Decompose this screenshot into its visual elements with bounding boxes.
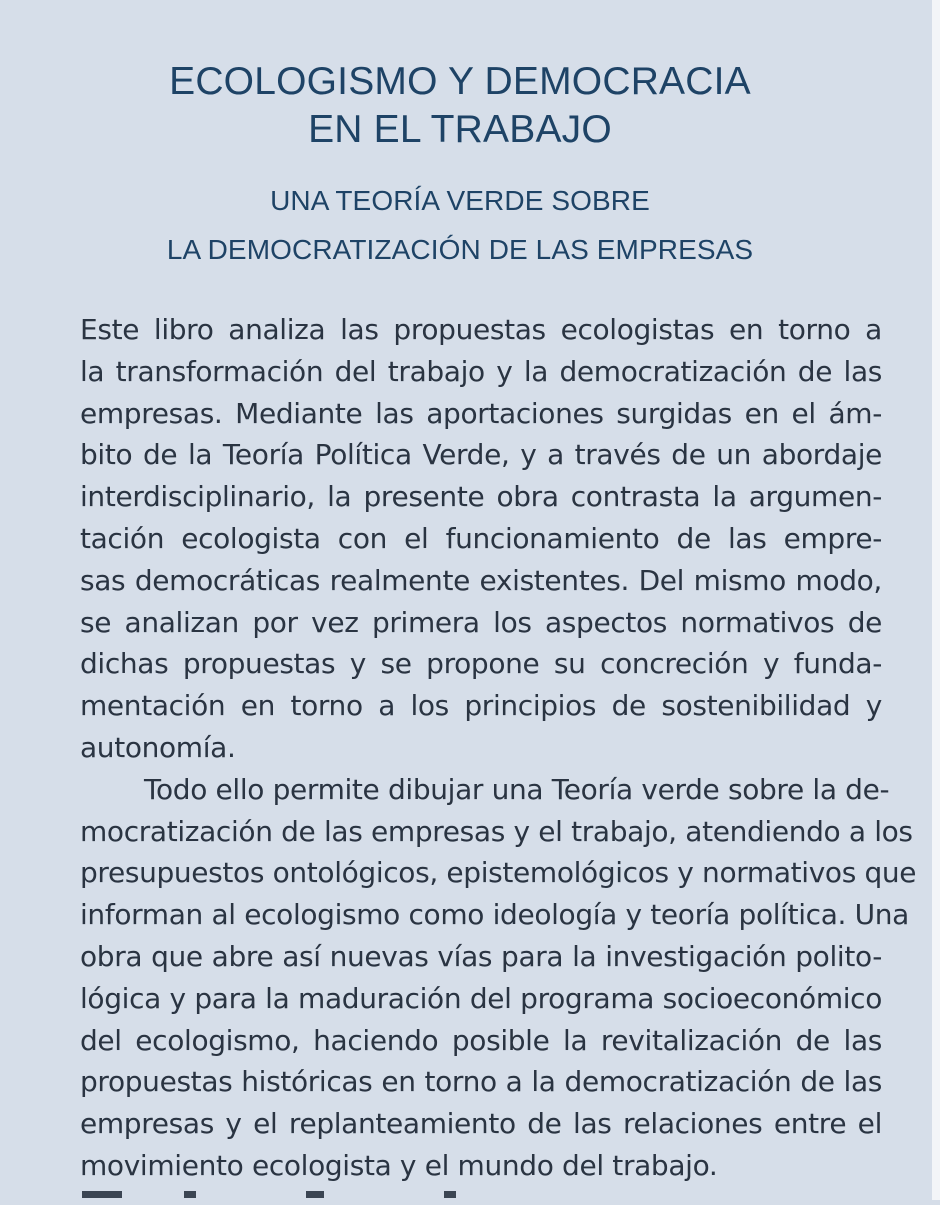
text-line: del ecologismo, haciendo posible la revitalización de las: [80, 1023, 882, 1057]
cropped-text-line: [80, 1177, 882, 1205]
title-line: ECOLOGISMO Y DEMOCRACIA: [169, 60, 751, 103]
subtitle-line: LA DEMOCRATIZACIÓN DE LAS EMPRESAS: [166, 234, 754, 265]
text-line: la transformación del trabajo y la democratización de las: [80, 354, 882, 388]
cropped-glyph-fragment: [82, 1191, 122, 1198]
text-line: empresas y el replanteamiento de las relaciones entre el: [80, 1107, 882, 1141]
text-line: se analizan por vez primera los aspectos normativos de: [80, 605, 882, 639]
book-title: [80, 58, 840, 154]
cropped-glyph-fragment: [184, 1191, 196, 1198]
text-line: propuestas históricas en torno a la democratización de las: [80, 1065, 882, 1099]
text-line: mentación en torno a los principios de sostenibilidad y: [80, 689, 882, 723]
cropped-glyph-fragment: [444, 1191, 456, 1198]
text-line: informan al ecologismo como ideología y teoría política. Una: [80, 898, 909, 932]
text-line: movimiento ecologista y el mundo del trabajo.: [80, 1148, 718, 1182]
text-line: interdisciplinario, la presente obra contrasta la argumen-: [80, 480, 882, 514]
blurb-text: [80, 309, 917, 1187]
text-line: autonomía.: [80, 730, 236, 764]
text-line: presupuestos ontológicos, epistemológicos y normativos que: [80, 856, 917, 890]
book-subtitle: [80, 176, 840, 274]
text-line: Todo ello permite dibujar una Teoría verde sobre la de-: [144, 772, 890, 806]
cropped-glyph-fragment: [306, 1191, 324, 1198]
page-edge: [932, 0, 940, 1200]
text-line: Este libro analiza las propuestas ecologistas en torno a: [80, 313, 882, 346]
text-line: lógica y para la maduración del programa socioeconómico: [80, 981, 882, 1015]
paragraph-2: [80, 769, 917, 1187]
text-line: sas democráticas realmente existentes. Del mismo modo,: [80, 563, 882, 597]
text-line: empresas. Mediante las aportaciones surgidas en el ám-: [80, 396, 882, 430]
title-line: EN EL TRABAJO: [308, 108, 612, 151]
text-line: mocratización de las empresas y el trabajo, atendiendo a los: [80, 814, 913, 848]
text-line: bito de la Teoría Política Verde, y a través de un abordaje: [80, 438, 882, 472]
text-line: dichas propuestas y se propone su concreción y funda-: [80, 647, 882, 681]
paragraph-1: [80, 309, 882, 769]
subtitle-line: UNA TEORÍA VERDE SOBRE: [270, 185, 650, 216]
text-line: tación ecologista con el funcionamiento de las empre-: [80, 521, 882, 555]
text-line: obra que abre así nuevas vías para la investigación polito-: [80, 939, 882, 973]
